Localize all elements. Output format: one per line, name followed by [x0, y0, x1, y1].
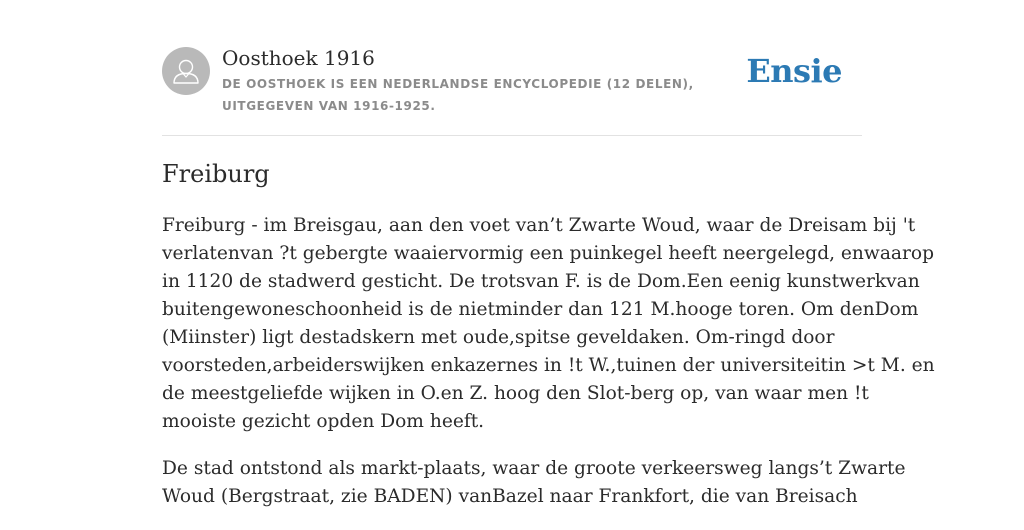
paragraph-line: De stad ontstond als markt-plaats, waar de groote verkeersweg langs’t Zwarte: [162, 458, 906, 479]
article-title: Freiburg: [162, 160, 270, 188]
author-name-link[interactable]: Oosthoek 1916: [222, 46, 375, 70]
article-header: [162, 0, 862, 136]
paragraph-line: de meestgeliefde wijken in O.en Z. hoog den Slot-berg op, van waar men !t: [162, 383, 869, 404]
author-description: DE OOSTHOEK IS EEN NEDERLANDSE ENCYCLOPEDIE (12 DELEN), UITGEGEVEN VAN 1916-1925.: [222, 77, 694, 113]
article-paragraph: [162, 455, 906, 511]
user-silhouette-icon[interactable]: [162, 47, 210, 95]
page-container: [162, 0, 935, 507]
paragraph-line: Woud (Bergstraat, zie BADEN) vanBazel naar Frankfort, die van Breisach: [162, 486, 858, 507]
paragraph-line: in 1120 de stadwerd gesticht. De trotsvan F. is de Dom.Een eenig kunstwerkvan: [162, 271, 920, 292]
paragraph-line: verlatenvan ?t gebergte waaiervormig een puinkegel heeft neergelegd, enwaarop: [162, 243, 934, 264]
article-paragraph: [162, 212, 935, 436]
ensie-logo[interactable]: Ensie: [746, 52, 842, 90]
paragraph-line: Freiburg - im Breisgau, aan den voet van’t Zwarte Woud, waar de Dreisam bij 't: [162, 215, 916, 236]
paragraph-line: voorsteden,arbeiderswijken enkazernes in !t W.,tuinen der universiteitin >t M. en: [162, 355, 935, 376]
paragraph-line: (Miinster) ligt destadskern met oude,spitse geveldaken. Om-ringd door: [162, 327, 835, 348]
paragraph-line: buitengewoneschoonheid is de nietminder dan 121 M.hooge toren. Om denDom: [162, 299, 919, 320]
article-body: [162, 212, 935, 530]
paragraph-line: mooiste gezicht opden Dom heeft.: [162, 411, 485, 432]
